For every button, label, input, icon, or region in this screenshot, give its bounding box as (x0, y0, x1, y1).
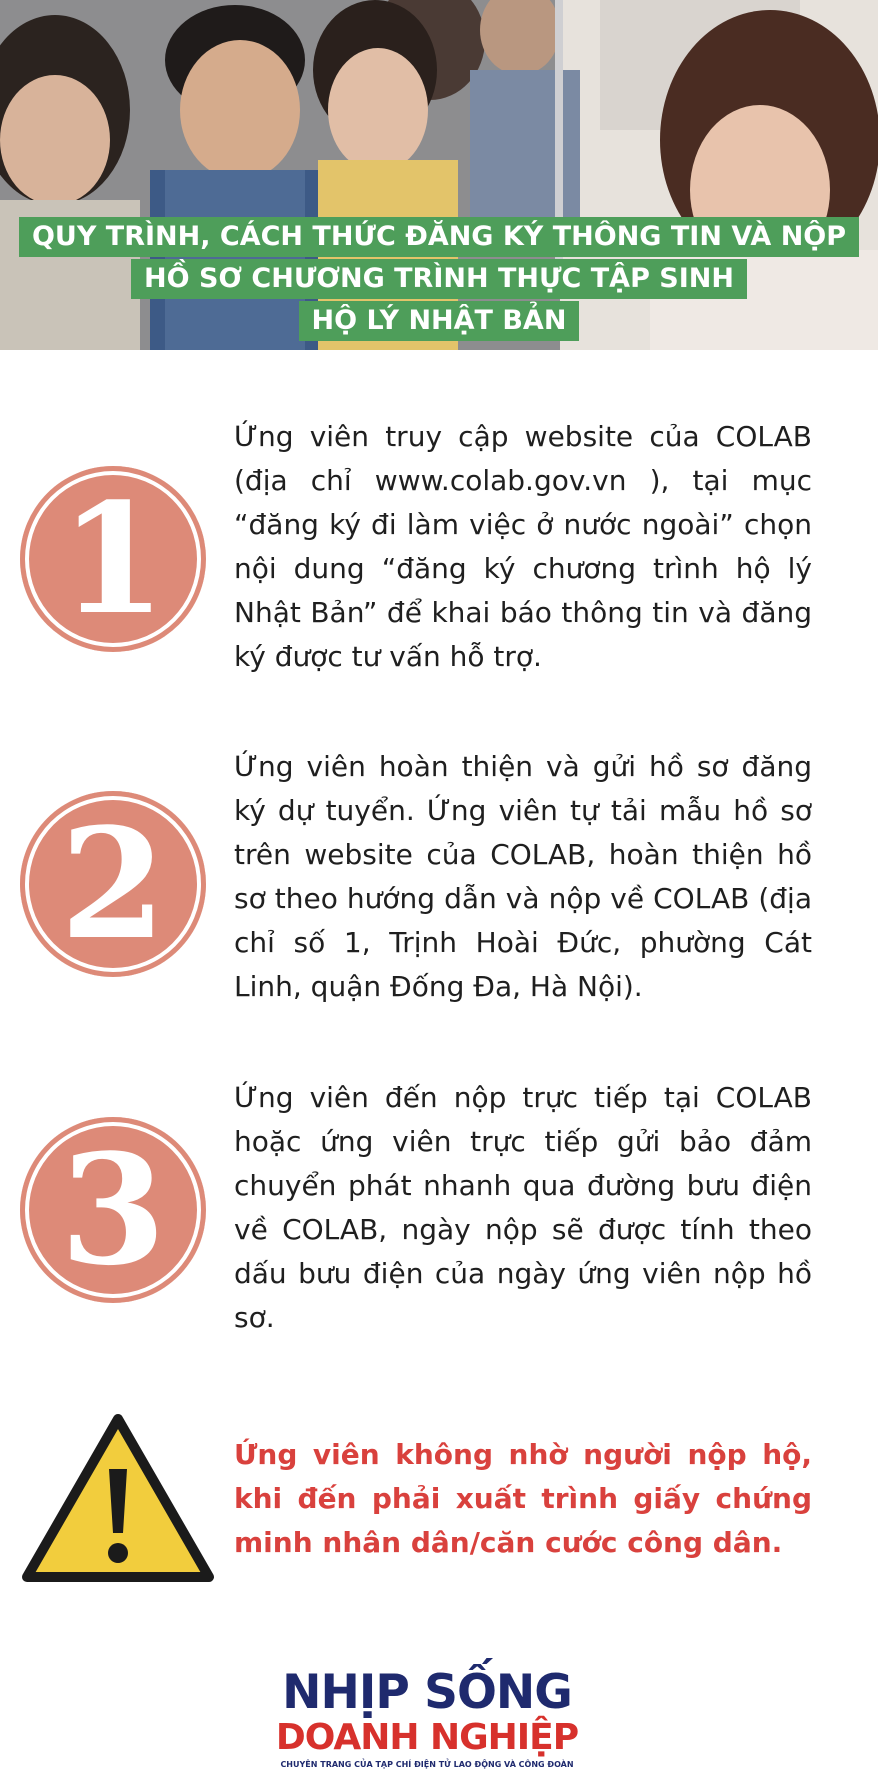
logo-line-2: DOANH NGHIỆP (275, 1717, 579, 1758)
logo-line-1: NHỊP SỐNG (282, 1665, 572, 1720)
step-3-number-badge (20, 1117, 206, 1303)
warning-icon (19, 1411, 217, 1591)
header-title-line-1: QUY TRÌNH, CÁCH THỨC ĐĂNG KÝ THÔNG TIN VÀ NỘP (19, 217, 859, 257)
step-1-number: 1 (60, 469, 166, 648)
step-2-number: 2 (60, 794, 166, 973)
header-title (0, 217, 878, 343)
step-3-text: Ứng viên đến nộp trực tiếp tại COLAB hoặc ứng viên trực tiếp gửi bảo đảm chuyển phát nhanh qua đường bưu điện về COLAB, ngày nộp sẽ được tính theo dấu bưu điện của ngày ứng viên nộp hồ sơ. (234, 1081, 812, 1334)
step-1-number-badge (20, 466, 206, 652)
step-2-number-badge (20, 791, 206, 977)
header-title-line-3: HỘ LÝ NHẬT BẢN (299, 301, 580, 341)
step-3-number: 3 (60, 1120, 166, 1299)
header-title-line-2: HỒ SƠ CHƯƠNG TRÌNH THỰC TẬP SINH (131, 259, 747, 299)
step-1-text: Ứng viên truy cập website của COLAB (địa chỉ www.colab.gov.vn ), tại mục “đăng ký đi làm việc ở nước ngoài” chọn nội dung “đăng ký chương trình hộ lý Nhật Bản” để khai báo thông tin và đăng ký được tư vấn hỗ trợ. (234, 420, 812, 673)
header-photo (0, 0, 878, 350)
warning-text: Ứng viên không nhờ người nộp hộ, khi đến phải xuất trình giấy chứng minh nhân dân/căn cước công dân. (234, 1438, 812, 1559)
brand-logo (262, 1665, 592, 1772)
step-2-text: Ứng viên hoàn thiện và gửi hồ sơ đăng ký dự tuyển. Ứng viên tự tải mẫu hồ sơ trên website của COLAB, hoàn thiện hồ sơ theo hướng dẫn và nộp về COLAB (địa chỉ số 1, Trịnh Hoài Đức, phường Cát Linh, quận Đống Đa, Hà Nội). (234, 750, 812, 1003)
logo-tagline: CHUYÊN TRANG CỦA TẠP CHÍ ĐIỆN TỬ LAO ĐỘNG VÀ CÔNG ĐOÀN (280, 1760, 574, 1769)
